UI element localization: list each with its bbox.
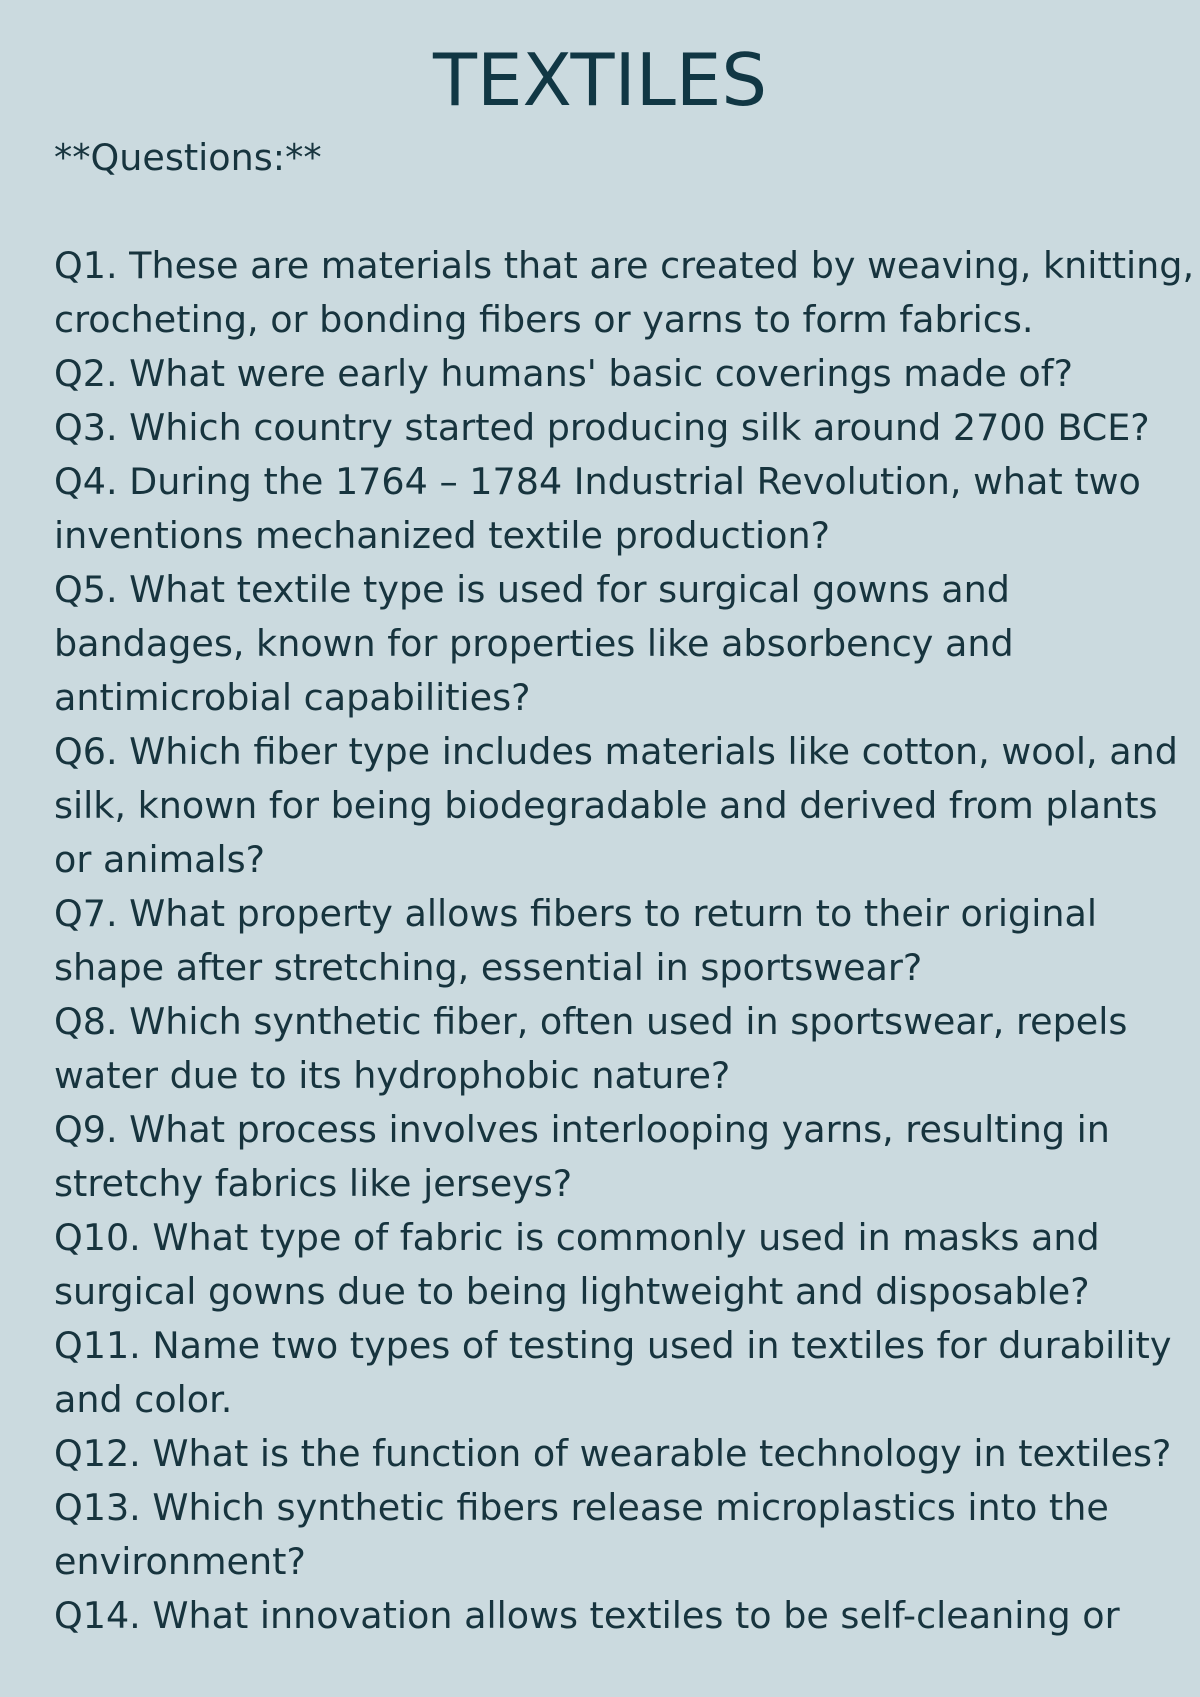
question-item — [54, 1427, 1172, 1481]
question-line: crocheting, or bonding fibers or yarns to form fabrics. — [54, 298, 1034, 341]
question-line: inventions mechanized textile production? — [54, 514, 830, 557]
question-item — [54, 887, 1154, 995]
question-item — [54, 1211, 1154, 1319]
question-line: Q7. What property allows fibers to return to their original — [54, 892, 1097, 935]
question-item — [54, 1481, 1154, 1589]
question-item — [54, 239, 1195, 347]
question-line: Q14. What innovation allows textiles to be self-cleaning or — [54, 1594, 1120, 1637]
question-line: and color. — [54, 1378, 233, 1421]
question-item — [54, 725, 1178, 887]
question-line: bandages, known for properties like absorbency and — [54, 622, 1014, 665]
questions-section — [54, 131, 1195, 1643]
question-line: environment? — [54, 1540, 306, 1583]
questions-heading: **Questions:** — [54, 136, 322, 179]
question-line: Q2. What were early humans' basic coverings made of? — [54, 352, 1073, 395]
question-line: silk, known for being biodegradable and derived from plants — [54, 784, 1158, 827]
question-line: Q8. Which synthetic fiber, often used in sportswear, repels — [54, 1000, 1128, 1043]
question-item — [54, 1103, 1154, 1211]
question-line: Q11. Name two types of testing used in textiles for durability — [54, 1324, 1172, 1367]
question-item — [54, 347, 1154, 401]
question-line: Q13. Which synthetic fibers release microplastics into the — [54, 1486, 1109, 1529]
question-line: Q1. These are materials that are created by weaving, knitting, — [54, 244, 1195, 287]
question-item — [54, 1319, 1172, 1427]
question-line: shape after stretching, essential in sportswear? — [54, 946, 923, 989]
page-title: TEXTILES — [432, 38, 768, 122]
question-line: surgical gowns due to being lightweight and disposable? — [54, 1270, 1090, 1313]
question-line: Q10. What type of fabric is commonly used in masks and — [54, 1216, 1100, 1259]
question-item — [54, 563, 1154, 725]
question-line: Q12. What is the function of wearable technology in textiles? — [54, 1432, 1172, 1475]
question-line: Q4. During the 1764 – 1784 Industrial Revolution, what two — [54, 460, 1141, 503]
question-line: Q3. Which country started producing silk around 2700 BCE? — [54, 406, 1150, 449]
question-line: antimicrobial capabilities? — [54, 676, 531, 719]
question-item — [54, 995, 1154, 1103]
question-line: water due to its hydrophobic nature? — [54, 1054, 731, 1097]
question-item — [54, 401, 1154, 455]
questions-list — [54, 239, 1195, 1643]
question-line: Q6. Which fiber type includes materials like cotton, wool, and — [54, 730, 1178, 773]
spacer-line — [54, 185, 1154, 239]
question-line: stretchy fabrics like jerseys? — [54, 1162, 573, 1205]
question-item — [54, 1589, 1154, 1643]
question-line: or animals? — [54, 838, 266, 881]
question-line: Q9. What process involves interlooping yarns, resulting in — [54, 1108, 1110, 1151]
question-line: Q5. What textile type is used for surgical gowns and — [54, 568, 1010, 611]
question-item — [54, 455, 1154, 563]
